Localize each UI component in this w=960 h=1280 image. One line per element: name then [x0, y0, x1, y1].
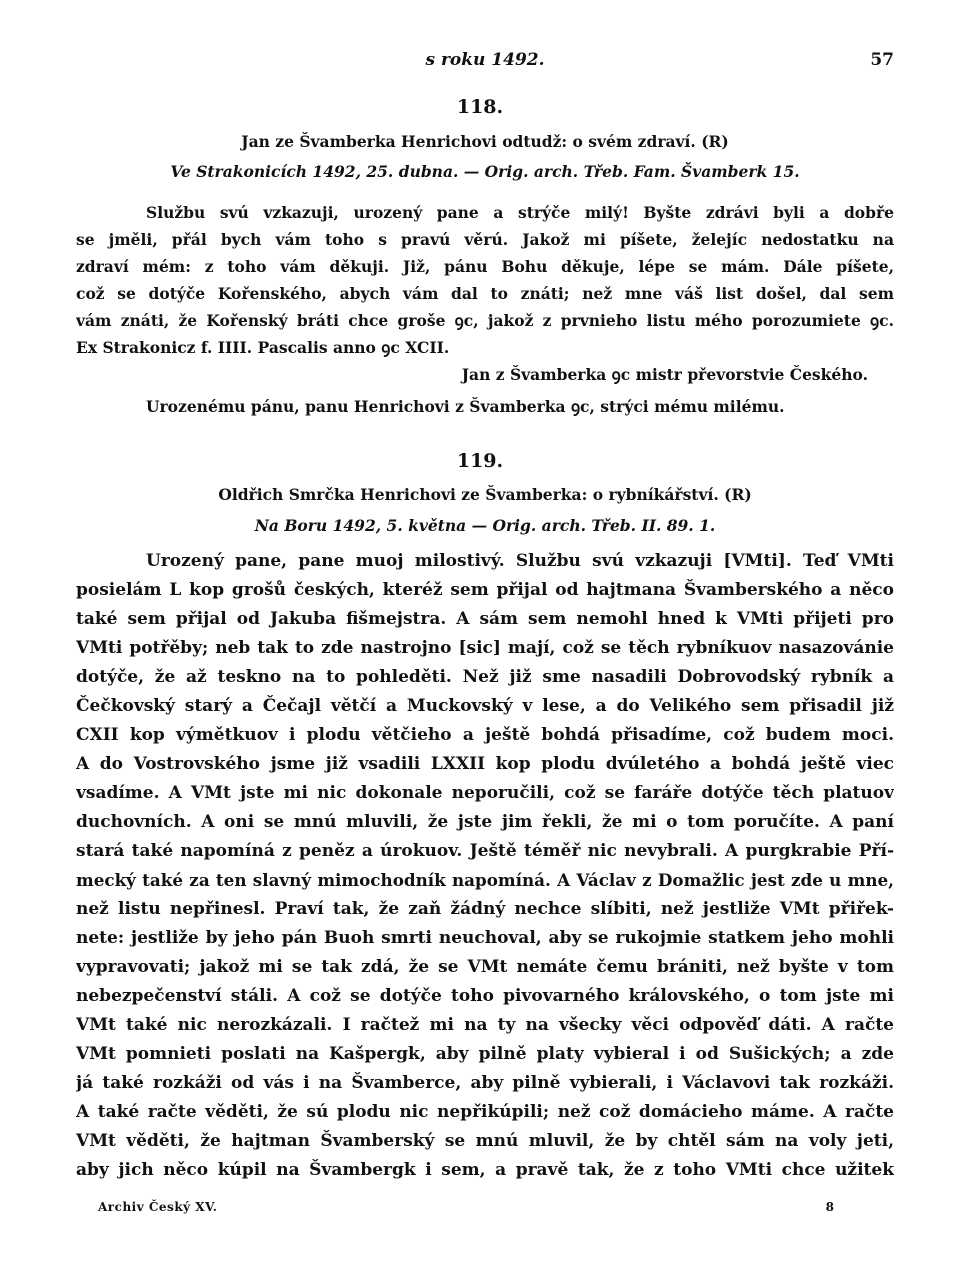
text-line: Urozený pane, pane muoj milostivý. Službu svú vzkazuji [VMti]. Teď VMti [146, 551, 894, 571]
text-line: také sem přijal od Jakuba fišmejstra. A sám sem nemohl hned k VMti přijeti pro [76, 609, 894, 629]
text-line: CXII kop výmětkuov i plodu větčieho a ještě bohdá přisadíme, což budem moci. [76, 725, 894, 745]
running-title: s roku 1492. [425, 50, 545, 70]
text-line: VMt také nic nerozkázali. I račtež mi na ty na všecky věci odpověď dáti. A račte [76, 1015, 894, 1035]
text-line: A také račte věděti, že sú plodu nic nepřikúpili; než což domácieho máme. A račte [76, 1102, 894, 1122]
entry-summary: Jan ze Švamberka Henrichovi odtudž: o svém zdraví. (R) [241, 132, 729, 151]
entry-source: Na Boru 1492, 5. května — Orig. arch. Třeb. II. 89. 1. [254, 516, 716, 535]
entry-number: 119. [456, 450, 504, 472]
entry-source: Ve Strakonicích 1492, 25. dubna. — Orig. arch. Třeb. Fam. Švamberk 15. [170, 162, 800, 181]
address: Urozenému pánu, panu Henrichovi z Švamberka ꝯc, strýci mému milému. [146, 397, 785, 416]
running-head [76, 50, 894, 72]
text-line: než listu nepřinesl. Praví tak, že zaň žádný nechce slíbiti, než jestliže VMt přiřek- [76, 899, 894, 919]
text-line: mecký také za ten slavný mimochodník napomíná. A Václav z Domažlic jest zde u mne, [76, 870, 894, 890]
page-footer [98, 1200, 834, 1220]
footer-signature-label: Archiv Český XV. [98, 1200, 218, 1214]
text-line: vám znáti, že Kořenský bráti chce groše ꝯc, jakož z prvnieho listu mého porozumiete ꝯc. [76, 311, 894, 330]
text-line: já také rozkáži od vás i na Švamberce, aby pilně vybierali, i Václavovi tak rozkáži. [76, 1073, 894, 1093]
entry-number: 118. [456, 96, 504, 118]
text-line: aby jich něco kúpil na Švambergk i sem, a pravě tak, že z toho VMti chce užitek [76, 1160, 894, 1180]
text-line: posielám L kop grošů českých, kteréž sem přijal od hajtmana Švamberského a něco [76, 580, 894, 600]
text-line: vypravovati; jakož mi se tak zdá, že se VMt nemáte čemu brániti, než byšte v tom [76, 957, 894, 977]
text-line: Čečkovský starý a Čečajl větčí a Muckovský v lese, a do Velikého sem přisadil již [76, 696, 894, 716]
text-line: Službu svú vzkazuji, urozený pane a strýče milý! Byšte zdrávi byli a dobře [146, 203, 894, 222]
text-line: VMti potřěby; neb tak to zde nastrojno [sic] mají, což se těch rybníkuov nasazovánie [76, 638, 894, 658]
page-number: 57 [870, 50, 894, 70]
signature: Jan z Švamberka ꝯc mistr převorstvie Českého. [461, 365, 868, 384]
text-line: duchovních. A oni se mnú mluvili, že jste jim řekli, že mi o tom poručíte. A paní [76, 812, 894, 832]
text-line: zdraví mém: z toho vám děkuji. Již, pánu Bohu děkuje, lépe se mám. Dále píšete, [76, 257, 894, 276]
text-line: VMt pomnieti poslati na Kašpergk, aby pilně platy vybieral i od Sušických; a zde [76, 1044, 894, 1064]
text-line: nete: jestliže by jeho pán Buoh smrti neuchoval, aby se rukojmie statkem jeho mohli [76, 928, 894, 948]
text-line: což se dotýče Kořenského, abych vám dal to znáti; než mne váš list došel, dal sem [76, 284, 894, 303]
text-line: nebezpečenství stáli. A což se dotýče toho pivovarného královského, o tom jste mi [76, 986, 894, 1006]
text-line: Ex Strakonicz f. IIII. Pascalis anno ꝯc XCII. [76, 338, 450, 357]
footer-sheet-number: 8 [825, 1200, 834, 1214]
text-line: dotýče, že až teskno na to pohleděti. Než již sme nasadili Dobrovodský rybník a [76, 667, 894, 687]
text-line: stará také napomíná z peněz a úrokuov. Ještě téměř nic nevybrali. A purgkrabie Pří- [76, 841, 894, 861]
text-line: A do Vostrovského jsme již vsadili LXXII kop plodu dvúletého a bohdá ještě viec [76, 754, 894, 774]
entry-summary: Oldřich Smrčka Henrichovi ze Švamberka: o rybníkářství. (R) [218, 485, 752, 504]
text-line: VMt věděti, že hajtman Švamberský se mnú mluvil, že by chtěl sám na voly jeti, [76, 1131, 894, 1151]
text-line: se jměli, přál bych vám toho s pravú věrú. Jakož mi píšete, želejíc nedostatku na [76, 230, 894, 249]
text-line: vsadíme. A VMt jste mi nic dokonale neporučili, což se faráře dotýče těch platuov [76, 783, 894, 803]
